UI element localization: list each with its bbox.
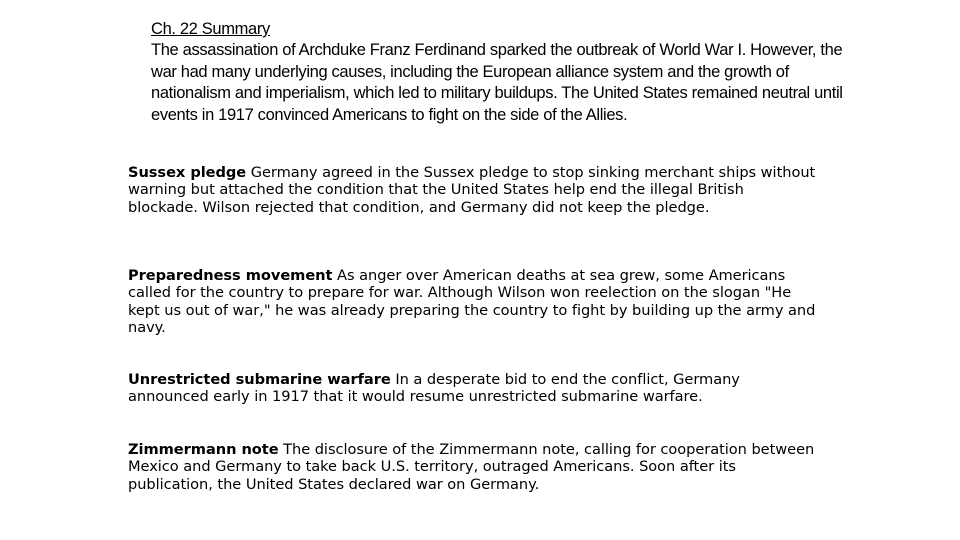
term-definition: As anger over American deaths at sea grew, some Americans called for the country to prepare for war. Although Wilson won reelection on the slogan "He kept us out of war," he was already preparing the country to fight by building up the army and navy.	[128, 267, 816, 337]
term-preparedness-movement	[128, 267, 818, 337]
term-title: Zimmermann note	[128, 441, 279, 458]
term-definition: The disclosure of the Zimmermann note, calling for cooperation between Mexico and Germany to take back U.S. territory, outraged Americans. Soon after its publication, the United States declared war on Germany.	[128, 441, 815, 493]
term-title: Sussex pledge	[128, 164, 247, 181]
summary-title: Ch. 22 Summary	[151, 20, 270, 38]
term-zimmermann-note	[128, 441, 818, 493]
term-title: Unrestricted submarine warfare	[128, 371, 391, 388]
term-definition: Germany agreed in the Sussex pledge to stop sinking merchant ships without warning but attached the condition that the United States help end the illegal British blockade. Wilson rejected that condition, and Germany did not keep the pledge.	[128, 164, 816, 216]
summary-section	[151, 19, 851, 126]
term-sussex-pledge	[128, 164, 818, 216]
term-title: Preparedness movement	[128, 267, 333, 284]
term-unrestricted-submarine-warfare	[128, 371, 818, 406]
summary-text: The assassination of Archduke Franz Ferdinand sparked the outbreak of World War I. However, the war had many underlying causes, including the European alliance system and the growth of nationalism and imperialism, which led to military buildups. The United States remained neutral until events in 1917 convinced Americans to fight on the side of the Allies.	[151, 41, 843, 124]
term-definition: In a desperate bid to end the conflict, Germany announced early in 1917 that it would resume unrestricted submarine warfare.	[128, 371, 740, 406]
